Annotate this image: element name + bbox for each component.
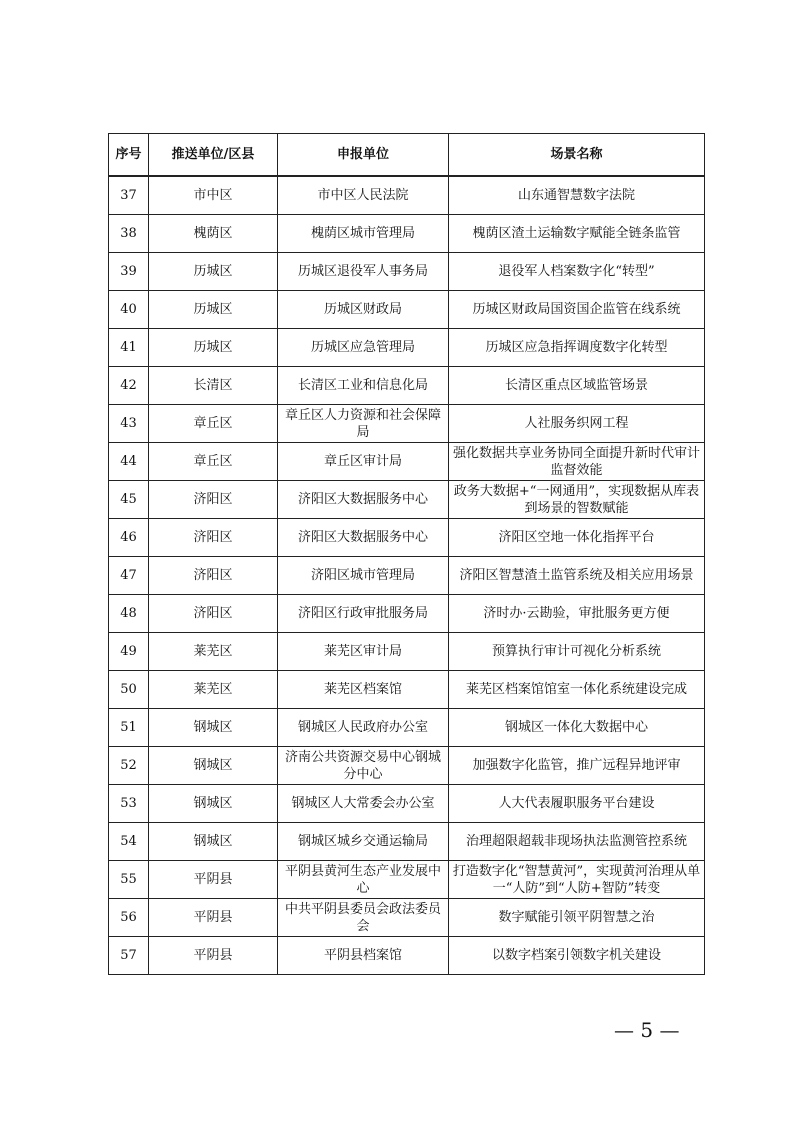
cell-scenario-name: 槐荫区渣土运输数字赋能全链条监管 bbox=[449, 215, 705, 253]
cell-serial-number: 50 bbox=[109, 671, 149, 709]
cell-pushing-unit: 莱芜区 bbox=[149, 633, 278, 671]
cell-applicant-unit: 章丘区审计局 bbox=[278, 443, 449, 481]
cell-scenario-name: 长清区重点区域监管场景 bbox=[449, 367, 705, 405]
cell-scenario-name: 预算执行审计可视化分析系统 bbox=[449, 633, 705, 671]
cell-applicant-unit: 济阳区城市管理局 bbox=[278, 557, 449, 595]
cell-serial-number: 57 bbox=[109, 937, 149, 975]
cell-scenario-name: 打造数字化“智慧黄河”，实现黄河治理从单一“人防”到“人防+智防”转变 bbox=[449, 861, 705, 899]
cell-scenario-name: 莱芜区档案馆馆室一体化系统建设完成 bbox=[449, 671, 705, 709]
cell-serial-number: 51 bbox=[109, 709, 149, 747]
header-pushing-unit: 推送单位/区县 bbox=[149, 134, 278, 177]
cell-applicant-unit: 济阳区行政审批服务局 bbox=[278, 595, 449, 633]
header-serial-number: 序号 bbox=[109, 134, 149, 177]
table-row bbox=[109, 481, 705, 519]
cell-applicant-unit: 莱芜区审计局 bbox=[278, 633, 449, 671]
cell-applicant-unit: 市中区人民法院 bbox=[278, 176, 449, 215]
cell-scenario-name: 强化数据共享业务协同全面提升新时代审计监督效能 bbox=[449, 443, 705, 481]
cell-applicant-unit: 中共平阴县委员会政法委员会 bbox=[278, 899, 449, 937]
cell-scenario-name: 历城区应急指挥调度数字化转型 bbox=[449, 329, 705, 367]
table-row bbox=[109, 405, 705, 443]
table-row bbox=[109, 253, 705, 291]
cell-scenario-name: 济时办·云勘验，审批服务更方便 bbox=[449, 595, 705, 633]
table-row bbox=[109, 785, 705, 823]
cell-pushing-unit: 钢城区 bbox=[149, 709, 278, 747]
table-row bbox=[109, 861, 705, 899]
table-row bbox=[109, 176, 705, 215]
table-row bbox=[109, 519, 705, 557]
cell-serial-number: 46 bbox=[109, 519, 149, 557]
cell-applicant-unit: 钢城区人民政府办公室 bbox=[278, 709, 449, 747]
cell-applicant-unit: 槐荫区城市管理局 bbox=[278, 215, 449, 253]
cell-serial-number: 52 bbox=[109, 747, 149, 785]
cell-pushing-unit: 济阳区 bbox=[149, 481, 278, 519]
header-applicant-unit: 申报单位 bbox=[278, 134, 449, 177]
cell-pushing-unit: 槐荫区 bbox=[149, 215, 278, 253]
page-number: — 5 — bbox=[614, 1018, 680, 1042]
cell-scenario-name: 政务大数据+“一网通用”，实现数据从库表到场景的智数赋能 bbox=[449, 481, 705, 519]
cell-scenario-name: 数字赋能引领平阴智慧之治 bbox=[449, 899, 705, 937]
table-row bbox=[109, 633, 705, 671]
cell-serial-number: 49 bbox=[109, 633, 149, 671]
table-row bbox=[109, 671, 705, 709]
cell-serial-number: 54 bbox=[109, 823, 149, 861]
table-row bbox=[109, 823, 705, 861]
cell-serial-number: 38 bbox=[109, 215, 149, 253]
cell-scenario-name: 济阳区智慧渣土监管系统及相关应用场景 bbox=[449, 557, 705, 595]
cell-pushing-unit: 长清区 bbox=[149, 367, 278, 405]
cell-serial-number: 56 bbox=[109, 899, 149, 937]
cell-scenario-name: 济阳区空地一体化指挥平台 bbox=[449, 519, 705, 557]
cell-pushing-unit: 历城区 bbox=[149, 329, 278, 367]
table-row bbox=[109, 329, 705, 367]
cell-pushing-unit: 钢城区 bbox=[149, 785, 278, 823]
scenario-table bbox=[108, 133, 705, 975]
table-row bbox=[109, 899, 705, 937]
cell-pushing-unit: 章丘区 bbox=[149, 405, 278, 443]
cell-scenario-name: 人社服务织网工程 bbox=[449, 405, 705, 443]
table-row bbox=[109, 709, 705, 747]
cell-scenario-name: 钢城区一体化大数据中心 bbox=[449, 709, 705, 747]
cell-serial-number: 48 bbox=[109, 595, 149, 633]
cell-applicant-unit: 平阴县黄河生态产业发展中心 bbox=[278, 861, 449, 899]
cell-pushing-unit: 钢城区 bbox=[149, 747, 278, 785]
cell-pushing-unit: 济阳区 bbox=[149, 519, 278, 557]
table-row bbox=[109, 595, 705, 633]
cell-pushing-unit: 莱芜区 bbox=[149, 671, 278, 709]
table-row bbox=[109, 367, 705, 405]
cell-pushing-unit: 历城区 bbox=[149, 253, 278, 291]
cell-applicant-unit: 历城区应急管理局 bbox=[278, 329, 449, 367]
cell-pushing-unit: 平阴县 bbox=[149, 899, 278, 937]
cell-serial-number: 45 bbox=[109, 481, 149, 519]
table-body bbox=[109, 176, 705, 975]
cell-scenario-name: 以数字档案引领数字机关建设 bbox=[449, 937, 705, 975]
cell-scenario-name: 退役军人档案数字化“转型” bbox=[449, 253, 705, 291]
cell-applicant-unit: 莱芜区档案馆 bbox=[278, 671, 449, 709]
table-row bbox=[109, 747, 705, 785]
cell-applicant-unit: 济南公共资源交易中心钢城分中心 bbox=[278, 747, 449, 785]
cell-applicant-unit: 历城区退役军人事务局 bbox=[278, 253, 449, 291]
cell-scenario-name: 加强数字化监管，推广远程异地评审 bbox=[449, 747, 705, 785]
cell-serial-number: 41 bbox=[109, 329, 149, 367]
cell-serial-number: 43 bbox=[109, 405, 149, 443]
cell-pushing-unit: 市中区 bbox=[149, 176, 278, 215]
cell-serial-number: 53 bbox=[109, 785, 149, 823]
table-row bbox=[109, 291, 705, 329]
cell-pushing-unit: 平阴县 bbox=[149, 937, 278, 975]
cell-applicant-unit: 钢城区人大常委会办公室 bbox=[278, 785, 449, 823]
cell-serial-number: 40 bbox=[109, 291, 149, 329]
cell-pushing-unit: 济阳区 bbox=[149, 595, 278, 633]
cell-applicant-unit: 历城区财政局 bbox=[278, 291, 449, 329]
cell-pushing-unit: 章丘区 bbox=[149, 443, 278, 481]
cell-applicant-unit: 章丘区人力资源和社会保障局 bbox=[278, 405, 449, 443]
cell-pushing-unit: 历城区 bbox=[149, 291, 278, 329]
cell-applicant-unit: 长清区工业和信息化局 bbox=[278, 367, 449, 405]
cell-applicant-unit: 济阳区大数据服务中心 bbox=[278, 481, 449, 519]
table-row bbox=[109, 937, 705, 975]
cell-serial-number: 39 bbox=[109, 253, 149, 291]
table-row bbox=[109, 557, 705, 595]
cell-serial-number: 47 bbox=[109, 557, 149, 595]
cell-pushing-unit: 平阴县 bbox=[149, 861, 278, 899]
table-row bbox=[109, 215, 705, 253]
cell-serial-number: 55 bbox=[109, 861, 149, 899]
cell-scenario-name: 历城区财政局国资国企监管在线系统 bbox=[449, 291, 705, 329]
cell-scenario-name: 山东通智慧数字法院 bbox=[449, 176, 705, 215]
cell-scenario-name: 人大代表履职服务平台建设 bbox=[449, 785, 705, 823]
cell-scenario-name: 治理超限超载非现场执法监测管控系统 bbox=[449, 823, 705, 861]
table-row bbox=[109, 443, 705, 481]
cell-applicant-unit: 钢城区城乡交通运输局 bbox=[278, 823, 449, 861]
cell-serial-number: 42 bbox=[109, 367, 149, 405]
cell-applicant-unit: 平阴县档案馆 bbox=[278, 937, 449, 975]
cell-pushing-unit: 钢城区 bbox=[149, 823, 278, 861]
cell-applicant-unit: 济阳区大数据服务中心 bbox=[278, 519, 449, 557]
cell-serial-number: 44 bbox=[109, 443, 149, 481]
table-header-row bbox=[109, 134, 705, 177]
cell-serial-number: 37 bbox=[109, 176, 149, 215]
cell-pushing-unit: 济阳区 bbox=[149, 557, 278, 595]
header-scenario-name: 场景名称 bbox=[449, 134, 705, 177]
